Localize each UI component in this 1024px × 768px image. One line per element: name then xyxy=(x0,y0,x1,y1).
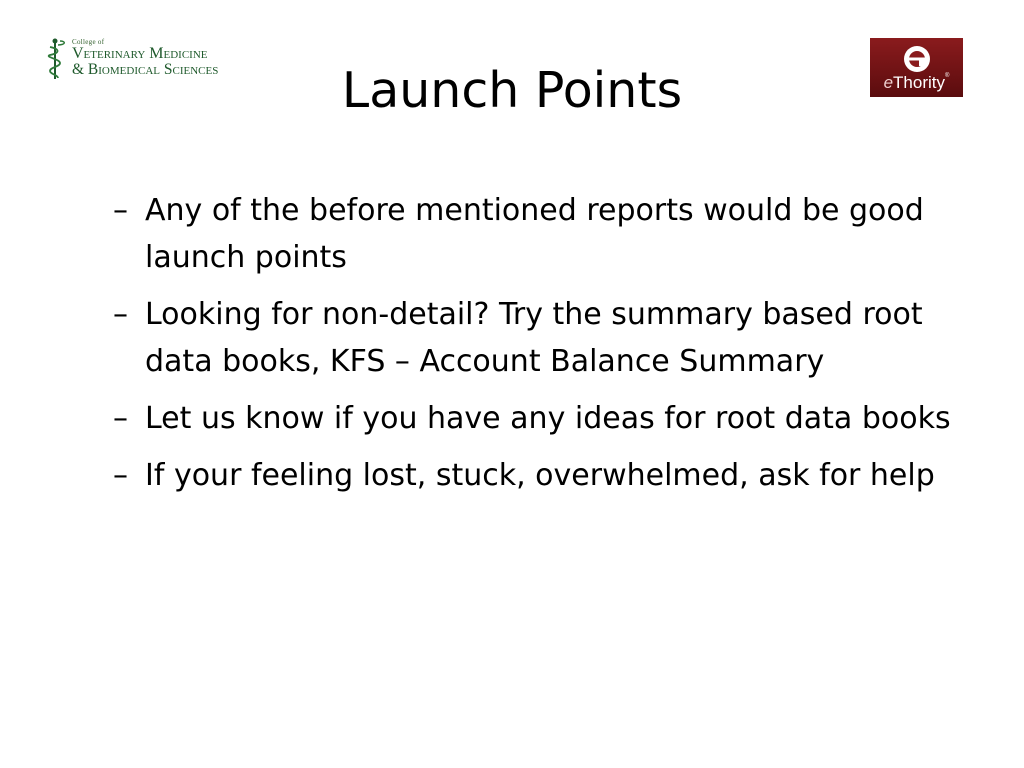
college-of-text: College of xyxy=(72,38,105,46)
bullet-text: If your feeling lost, stuck, overwhelmed, ask for help xyxy=(145,458,935,493)
slide-title: Launch Points xyxy=(341,62,683,119)
college-name-line2: & Biomedical Sciences xyxy=(72,61,219,78)
college-name-line1: Veterinary Medicine xyxy=(72,45,208,62)
ethority-wordmark: eThority® xyxy=(883,73,950,92)
bullet-text: Looking for non-detail? Try the summary based root data books, KFS – Account Balance Summary xyxy=(145,297,923,379)
bullet-item xyxy=(113,187,963,281)
bullet-text: Any of the before mentioned reports would be good launch points xyxy=(145,193,924,275)
bullet-item xyxy=(113,291,963,385)
bullet-marker: – xyxy=(113,458,128,493)
bullet-marker: – xyxy=(113,401,128,436)
bullet-text: Let us know if you have any ideas for root data books xyxy=(145,401,951,436)
bullet-marker: – xyxy=(113,193,128,228)
bullet-item xyxy=(113,395,963,442)
bullet-list xyxy=(113,187,963,509)
bullet-marker: – xyxy=(113,297,128,332)
bullet-item xyxy=(113,452,963,499)
